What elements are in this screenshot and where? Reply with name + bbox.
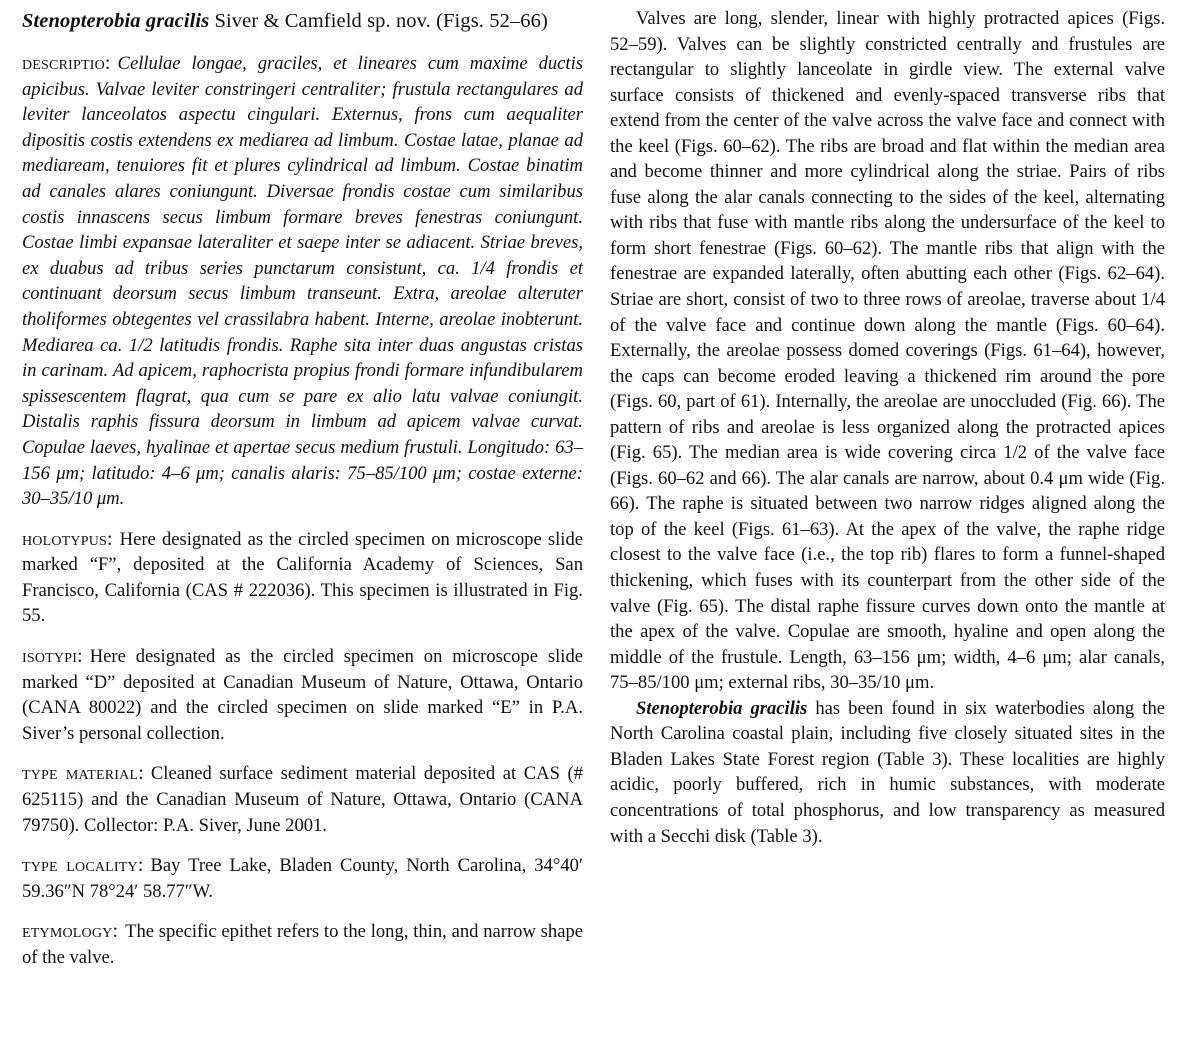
species-heading bbox=[22, 6, 583, 37]
entry-text-type-material: Cleaned surface sediment material deposited at CAS (# 625115) and the Canadian Museum of Nature, Ottawa, Ontario (CANA 79750). Collector: P.A. Siver, June 2001. bbox=[22, 763, 584, 836]
species-scientific-name: Stenopterobia gracilis bbox=[22, 10, 210, 32]
entry-descriptio bbox=[22, 51, 583, 512]
entry-etymology bbox=[22, 919, 583, 970]
entry-text-holotypus: Here designated as the circled specimen on microscope slide marked “F”, deposited at the California Academy of Sciences, San Francisco, California (CAS # 222036). This specimen is illustrated in Fig. 55. bbox=[22, 528, 583, 627]
entry-label-type-locality: type locality: bbox=[22, 855, 144, 877]
entry-isotypi bbox=[22, 644, 583, 746]
distribution-text: has been found in six waterbodies along the North Carolina coastal plain, including five closely situated sites in the Bladen Lakes State Forest region (Table 3). These localities are highly acidic, poorly buffered, rich in humic substances, with moderate concentrations of total phosphorus, and low transparency as measured with a Secchi disk (Table 3). bbox=[610, 697, 1165, 847]
two-column-layout bbox=[22, 6, 1165, 1052]
entry-text-etymology: The specific epithet refers to the long, thin, and narrow shape of the valve. bbox=[22, 921, 583, 968]
entry-text-type-locality: Bay Tree Lake, Bladen County, North Carolina, 34°40′ 59.36″N 78°24′ 58.77″W. bbox=[22, 855, 583, 902]
entry-text-descriptio: Cellulae longae, graciles, et lineares cum maxime ductis apicibus. Valvae leviter constringeri centraliter; frustula rectangulares ad leviter lanceolatos aspectu cingulari. Externus, frons cum aequaliter dipositis costis extendens ex mediarea ad limbum. Costae latae, planae ad mediaream, tenuiores fit et plures cylindrical ad limbum. Costae binatim ad canales alares coniungunt. Diversae frondis costae cum similaribus costis innascens secus limbum formare breves fenestras coniungunt. Costae limbi expansae lateraliter et saepe inter se adiacent. Striae breves, ex duabus ad tribus series punctarum consistunt, ca. 1/4 frondis et continuant deorsum secus limbum transeunt. Extra, areolae alteruter tholiformes obtegentes vel crassilabra habent. Interne, areolae inobterunt. Mediarea ca. 1/2 latitudis frondis. Raphe sita inter duas angustas cristas in carinam. Ad apicem, raphocrista propius frondi formare infundibularem spissescentem flagrat, qua cum se pare ex alio latu valvae coniungit. Distalis raphis fissura deorsum in limbum ad apicem valvae curvat. Copulae laeves, hyalinae et apertae secus medium frustuli. Longitudo: 63–156 μm; latitudo: 4–6 μm; canalis alaris: 75–85/100 μm; costae externe: 30–35/10 μm. bbox=[22, 53, 583, 510]
entry-label-type-material: type material: bbox=[22, 763, 144, 785]
entry-type-material bbox=[22, 761, 583, 838]
species-authority: Siver & Camfield sp. nov. (Figs. 52–66) bbox=[209, 10, 548, 32]
entry-holotypus bbox=[22, 527, 583, 629]
left-column bbox=[22, 6, 583, 971]
entry-label-holotypus: holotypus: bbox=[22, 528, 113, 550]
entry-type-locality bbox=[22, 853, 583, 904]
entry-label-descriptio: descriptio: bbox=[22, 53, 111, 74]
paragraph-distribution bbox=[610, 696, 1165, 849]
entry-label-etymology: etymology: bbox=[22, 921, 119, 943]
distribution-scientific-name: Stenopterobia gracilis bbox=[636, 697, 808, 719]
paragraph-morphology: Valves are long, slender, linear with highly protracted apices (Figs. 52–59). Valves can be slightly constricted centrally and frustules are rectangular to slightly lanceolate in girdle view. The external valve surface consists of thickened and evenly-spaced transverse ribs that extend from the center of the valve across the valve face and connect with the keel (Figs. 60–62). The ribs are broad and flat within the median area and become thinner and more cylindrical along the striae. Pairs of ribs fuse along the alar canals connecting to the sides of the keel, alternating with ribs that fuse with mantle ribs along the undersurface of the keel to form short fenestrae (Figs. 60–62). The mantle ribs that align with the fenestrae are expanded laterally, often abutting each other (Figs. 62–64). Striae are short, consist of two to three rows of areolae, traverse about 1/4 of the valve face and continue down along the mantle (Figs. 60–64). Externally, the areolae possess domed coverings (Figs. 61–64), however, the caps can become eroded leaving a thickened rim around the pore (Figs. 60, part of 61). Internally, the areolae are unoccluded (Fig. 66). The pattern of ribs and areolae is less organized along the protracted apices (Fig. 65). The median area is wide covering circa 1/2 of the valve face (Figs. 60–62 and 66). The alar canals are narrow, about 0.4 μm wide (Fig. 66). The raphe is situated between two narrow ridges aligned along the top of the keel (Figs. 61–63). At the apex of the valve, the raphe ridge closest to the valve face (i.e., the top rib) flares to form a funnel-shaped thickening, which fuses with its counterpart from the other side of the valve (Fig. 65). The distal raphe fissure curves down onto the mantle at the apex of the valve. Copulae are smooth, hyaline and open along the middle of the frustule. Length, 63–156 μm; width, 4–6 μm; alar canals, 75–85/100 μm; external ribs, 30–35/10 μm. bbox=[610, 8, 1165, 694]
entry-text-isotypi: Here designated as the circled specimen on microscope slide marked “D” deposited at Canadian Museum of Nature, Ottawa, Ontario (CANA 80022) and the circled specimen on slide marked “E” in P.A. Siver’s personal collection. bbox=[22, 646, 583, 744]
entry-label-isotypi: isotypi: bbox=[22, 646, 83, 668]
right-column bbox=[610, 6, 1165, 849]
